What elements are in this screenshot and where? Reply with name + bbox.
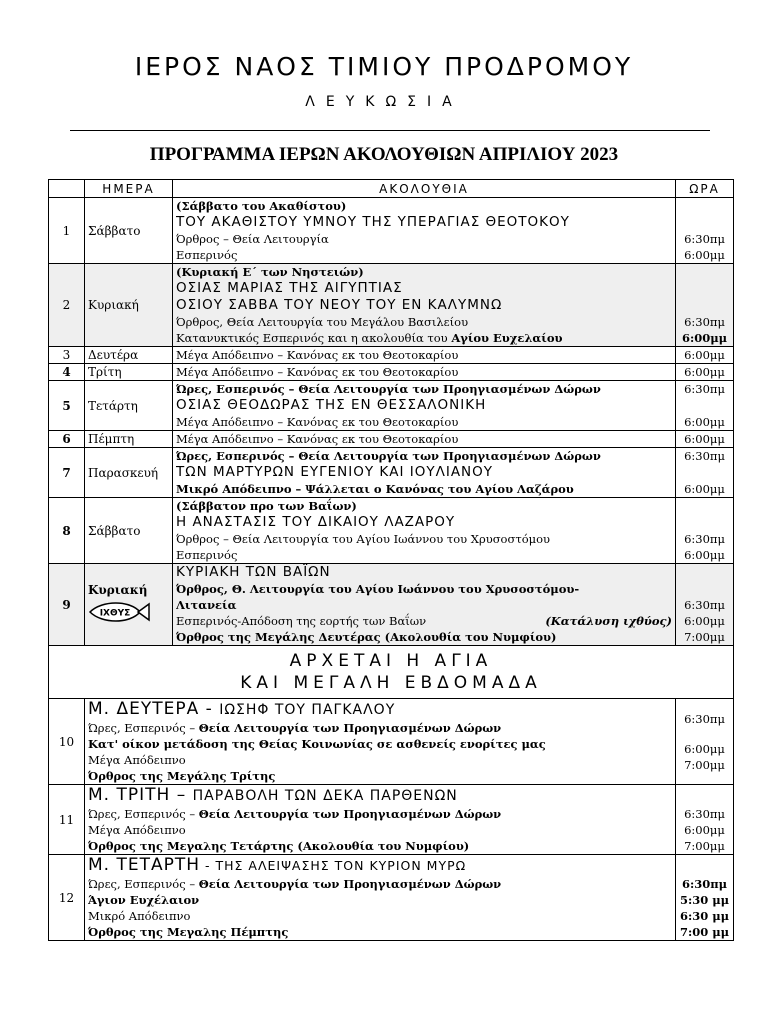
row-times	[676, 381, 734, 431]
header-time: ΩΡΑ	[676, 180, 734, 198]
time-spacer	[679, 727, 730, 741]
time-value: 7:00μμ	[684, 630, 725, 644]
holy-day-theme: - ΤΗΣ ΑΛΕΙΨΑΣΗΣ ΤΟΝ ΚΥΡΙΟΝ ΜΥΡΩ	[200, 858, 467, 873]
service-line: Όρθρος της Μεγάλης Δευτέρας (Ακολουθία του Νυμφίου)	[176, 630, 557, 644]
time-value: 6:30πμ	[684, 232, 725, 246]
header-service: ΑΚΟΛΟΥΘΙΑ	[173, 180, 676, 198]
table-row	[49, 198, 734, 264]
row-number: 6	[49, 431, 85, 448]
service-line: Μέγα Απόδειπνο – Κανόνας εκ του Θεοτοκαρίου	[176, 415, 459, 429]
holy-week-banner	[49, 646, 734, 699]
service-text-bold: Θεία Λειτουργία των Προηγιασμένων Δώρων	[198, 721, 502, 735]
service-line: Όρθρος – Θεία Λειτουργία του Αγίου Ιωάννου του Χρυσοστόμου	[176, 532, 551, 546]
service-line: Άγιον Ευχέλαιον	[88, 893, 200, 907]
time-value: 6:30πμ	[684, 315, 725, 329]
service-line: Ώρες, Εσπερινός – Θεία Λειτουργία των Προηγιασμένων Δώρων	[176, 449, 601, 463]
row-services	[173, 448, 676, 498]
row-times	[676, 264, 734, 347]
service-line	[176, 330, 672, 346]
row-times	[676, 448, 734, 498]
service-line: Όρθρος – Θεία Λειτουργία	[176, 232, 329, 246]
table-header-row	[49, 180, 734, 198]
service-line: Μικρό Απόδειπνο	[88, 909, 191, 923]
time-value: 7:00μμ	[684, 839, 725, 853]
time-spacer	[679, 397, 730, 414]
time-value: 6:00μμ	[684, 741, 725, 756]
row-services	[173, 264, 676, 347]
service-line: Όρθρος της Μεγαλης Τετάρτης (Ακολουθία του Νυμφίου)	[88, 839, 470, 853]
header-num	[49, 180, 85, 198]
fish-allowed-note: (Κατάλυση ιχθύος)	[545, 614, 672, 628]
time-value: 6:00μμ	[684, 548, 725, 562]
row-number: 5	[49, 381, 85, 431]
church-title: ΙΕΡΟΣ ΝΑΟΣ ΤΙΜΙΟΥ ΠΡΟΔΡΟΜΟΥ	[134, 52, 634, 81]
feast-name: ΟΣΙΑΣ ΘΕΟΔΩΡΑΣ ΤΗΣ ΕΝ ΘΕΣΣΑΛΟΝΙΚΗ	[176, 397, 487, 413]
row-times	[676, 364, 734, 381]
time-value: 6:30πμ	[684, 532, 725, 546]
row-services	[85, 855, 676, 941]
time-value: 6:00μμ	[684, 482, 725, 496]
time-value: 5:30 μμ	[679, 893, 730, 907]
table-row	[49, 264, 734, 347]
table-row	[49, 431, 734, 448]
feast-name: ΤΩΝ ΜΑΡΤΥΡΩΝ ΕΥΓΕΝΙΟΥ ΚΑΙ ΙΟΥΛΙΑΝΟΥ	[176, 464, 494, 480]
time-value: 6:00μμ	[681, 331, 728, 345]
service-line	[88, 720, 672, 736]
time-value: 6:00μμ	[684, 614, 725, 628]
holy-day-heading	[88, 785, 672, 806]
holy-day-heading	[88, 699, 672, 720]
row-services	[85, 699, 676, 785]
feast-name: ΤΟΥ ΑΚΑΘΙΣΤΟΥ ΥΜΝΟΥ ΤΗΣ ΥΠΕΡΑΓΙΑΣ ΘΕΟΤΟΚΟΥ	[176, 214, 570, 230]
service-line: Μέγα Απόδειπνο – Κανόνας εκ του Θεοτοκαρίου	[176, 348, 459, 362]
table-row	[49, 381, 734, 431]
table-row	[49, 364, 734, 381]
row-day-label: Κυριακή	[88, 583, 148, 597]
service-line: Μέγα Απόδειπνο	[88, 753, 186, 767]
service-line: Λιτανεία	[176, 598, 237, 612]
row-services	[173, 431, 676, 448]
banner-cell	[49, 646, 734, 699]
time-spacer	[679, 464, 730, 481]
city-name: ΛΕΥΚΩΣΙΑ	[305, 94, 463, 110]
service-text-bold: Θεία Λειτουργία των Προηγιασμένων Δώρων	[198, 807, 502, 821]
fish-lettering: ΙΧΘΥΣ	[99, 608, 131, 619]
header-divider	[70, 130, 710, 131]
banner-line: ΚΑΙ ΜΕΓΑΛΗ ΕΒΔΟΜΑΔΑ	[240, 673, 542, 693]
service-line: (Σάββατον προ των Βαΐων)	[176, 499, 357, 513]
row-services	[173, 498, 676, 564]
row-number: 10	[49, 699, 85, 785]
table-row	[49, 347, 734, 364]
service-line: Όρθρος, Θεία Λειτουργία του Μεγάλου Βασιλείου	[176, 315, 469, 329]
row-times	[676, 785, 734, 855]
table-row	[49, 498, 734, 564]
table-row	[49, 564, 734, 646]
service-line: Εσπερινός	[176, 248, 238, 262]
row-times	[676, 564, 734, 646]
feast-name: ΟΣΙΑΣ ΜΑΡΙΑΣ ΤΗΣ ΑΙΓΥΠΤΙΑΣ	[176, 280, 403, 296]
table-row	[49, 855, 734, 941]
holy-day-name: Μ. ΤΡΙΤΗ –	[88, 785, 193, 805]
ichthys-fish-icon	[88, 601, 150, 623]
time-value: 6:30πμ	[684, 449, 725, 463]
service-line: (Κυριακή Ε΄ των Νηστειών)	[176, 265, 364, 279]
row-day: Δευτέρα	[85, 347, 173, 364]
service-text-bold: Αγίου Ευχελαίου	[451, 331, 563, 345]
feast-name: Η ΑΝΑΣΤΑΣΙΣ ΤΟΥ ΔΙΚΑΙΟΥ ΛΑΖΑΡΟΥ	[176, 514, 456, 530]
schedule-table	[48, 179, 734, 941]
time-value: 6:30πμ	[684, 598, 725, 612]
row-times	[676, 431, 734, 448]
service-line: Εσπερινός	[176, 548, 238, 562]
row-services	[173, 381, 676, 431]
time-value: 7:00μμ	[684, 757, 725, 772]
service-text: Εσπερινός-Απόδοση της εορτής των Βαΐων	[176, 614, 427, 628]
row-number: 8	[49, 498, 85, 564]
row-number: 3	[49, 347, 85, 364]
table-row	[49, 785, 734, 855]
row-number: 7	[49, 448, 85, 498]
service-line: Κατ' οίκον μετάδοση της Θείας Κοινωνίας σε ασθενείς ενορίτες μας	[88, 737, 546, 751]
row-times	[676, 498, 734, 564]
time-value: 6:30πμ	[684, 382, 725, 396]
service-text: Ώρες, Εσπερινός –	[88, 807, 199, 821]
row-day	[85, 564, 173, 646]
time-value: 6:30πμ	[681, 877, 728, 891]
service-line: Μέγα Απόδειπνο – Κανόνας εκ του Θεοτοκαρίου	[176, 365, 459, 379]
time-value: 6:00μμ	[684, 348, 725, 362]
row-number: 9	[49, 564, 85, 646]
table-row	[49, 699, 734, 785]
program-title: ΠΡΟΓΡΑΜΜΑ ΙΕΡΩΝ ΑΚΟΛΟΥΘΙΩΝ ΑΠΡΙΛΙΟΥ 2023	[149, 144, 619, 165]
row-services	[173, 347, 676, 364]
service-line: Μέγα Απόδειπνο	[88, 823, 186, 837]
time-value: 7:00 μμ	[679, 925, 730, 939]
holy-day-theme: ΠΑΡΑΒΟΛΗ ΤΩΝ ΔΕΚΑ ΠΑΡΘΕΝΩΝ	[192, 788, 458, 804]
time-value: 6:30 μμ	[679, 909, 730, 923]
service-text: Κατανυκτικός Εσπερινός και η ακολουθία του	[176, 331, 452, 345]
row-services	[173, 198, 676, 264]
row-times	[676, 699, 734, 785]
row-number: 12	[49, 855, 85, 941]
service-line: Όρθρος της Μεγαλης Πέμπτης	[88, 925, 289, 939]
service-text-bold: Θεία Λειτουργία των Προηγιασμένων Δώρων	[198, 877, 502, 891]
holy-day-heading	[88, 855, 672, 876]
time-value: 6:00μμ	[684, 365, 725, 379]
time-value: 6:00μμ	[684, 432, 725, 446]
row-day: Τρίτη	[85, 364, 173, 381]
table-row	[49, 448, 734, 498]
service-line: (Σάββατο του Ακαθίστου)	[176, 199, 347, 213]
feast-name: ΟΣΙΟΥ ΣΑΒΒΑ ΤΟΥ ΝΕΟΥ ΤΟΥ ΕΝ ΚΑΛΥΜΝΩ	[176, 297, 503, 313]
holy-day-name: Μ. ΤΕΤΑΡΤΗ	[88, 855, 201, 875]
service-text: Ώρες, Εσπερινός –	[88, 877, 199, 891]
row-times	[676, 198, 734, 264]
row-number: 4	[49, 364, 85, 381]
service-line: Όρθρος της Μεγάλης Τρίτης	[88, 769, 276, 783]
time-value: 6:00μμ	[684, 248, 725, 262]
row-day: Σάββατο	[85, 198, 173, 264]
row-day: Πέμπτη	[85, 431, 173, 448]
row-services	[173, 564, 676, 646]
holy-day-theme: ΙΩΣΗΦ ΤΟΥ ΠΑΓΚΑΛΟΥ	[219, 702, 396, 718]
row-day: Τετάρτη	[85, 381, 173, 431]
service-line	[88, 876, 672, 892]
row-number: 2	[49, 264, 85, 347]
time-value: 6:30πμ	[684, 711, 725, 726]
time-value: 6:00μμ	[684, 823, 725, 837]
row-services	[85, 785, 676, 855]
banner-line: ΑΡΧΕΤΑΙ Η ΑΓΙΑ	[289, 651, 493, 671]
row-number: 1	[49, 198, 85, 264]
service-text: Ώρες, Εσπερινός –	[88, 721, 199, 735]
row-day: Παρασκευή	[85, 448, 173, 498]
service-line: Όρθρος, Θ. Λειτουργία του Αγίου Ιωάννου του Χρυσοστόμου-	[176, 582, 580, 596]
feast-name: ΚΥΡΙΑΚΗ ΤΩΝ ΒΑΪΩΝ	[176, 564, 331, 580]
row-day: Σάββατο	[85, 498, 173, 564]
service-line	[88, 806, 672, 822]
header-day: ΗΜΕΡΑ	[85, 180, 173, 198]
row-times	[676, 855, 734, 941]
row-day: Κυριακή	[85, 264, 173, 347]
holy-day-name: Μ. ΔΕΥΤΕΡΑ -	[88, 699, 220, 719]
service-line: Μέγα Απόδειπνο – Κανόνας εκ του Θεοτοκαρίου	[176, 432, 459, 446]
row-times	[676, 347, 734, 364]
row-number: 11	[49, 785, 85, 855]
row-services	[173, 364, 676, 381]
time-value: 6:30πμ	[684, 807, 725, 821]
service-line: Ώρες, Εσπερινός – Θεία Λειτουργία των Προηγιασμένων Δώρων	[176, 382, 601, 396]
time-value: 6:00μμ	[684, 415, 725, 429]
service-line	[176, 613, 672, 629]
service-line: Μικρό Απόδειπνο – Ψάλλεται ο Κανόνας του Αγίου Λαζάρου	[176, 482, 574, 496]
